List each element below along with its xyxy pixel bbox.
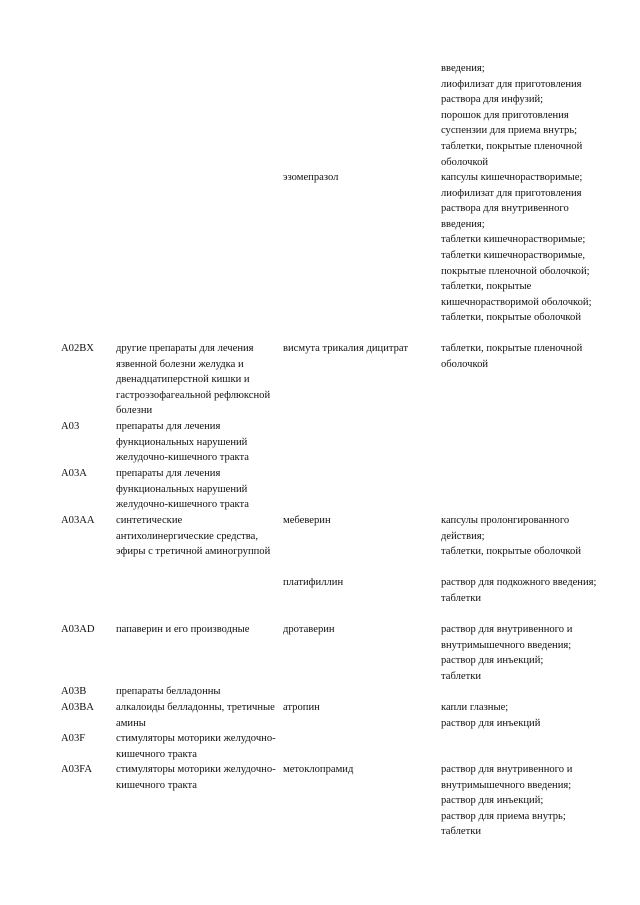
drug-name-cell: эзомепразол	[283, 172, 339, 183]
drug-name-cell: атропин	[283, 702, 320, 713]
atc-group-cell: другие препараты для лечения язвенной болезни желудка и двенадцатиперстной кишки и гастроэзофагеальной рефлюксной болезни	[116, 343, 271, 417]
dosage-forms-cell: капли глазные; раствор для инъекций	[441, 702, 541, 729]
drug-name-cell: мебеверин	[283, 515, 331, 526]
drug-name-cell: висмута трикалия дицитрат	[283, 343, 408, 354]
atc-group-cell: препараты для лечения функциональных нарушений желудочно-кишечного тракта	[116, 421, 249, 464]
atc-code-cell: A03BA	[61, 702, 94, 713]
atc-code-cell: A03AD	[61, 624, 95, 635]
atc-group-cell: папаверин и его производные	[116, 624, 250, 635]
dosage-forms-cell: введения; лиофилизат для приготовления раствора для инфузий; порошок для приготовления суспензии для приема внутрь; таблетки, покрытые пленочной оболочкой	[441, 63, 583, 168]
drug-name-cell: платифиллин	[283, 577, 344, 588]
atc-code-cell: A03B	[61, 686, 87, 697]
dosage-forms-cell: раствор для внутривенного и внутримышечного введения; раствор для инъекций; раствор для приема внутрь; таблетки	[441, 764, 573, 838]
dosage-forms-cell: капсулы кишечнорастворимые; лиофилизат для приготовления раствора для внутривенного введения; таблетки кишечнорастворимые; таблетки кишечнорастворимые, покрытые пленочной оболочкой; таблетки, покрытые кишечнорастворимой оболочкой; таблетки, покрытые оболочкой	[441, 172, 592, 324]
drug-name-cell: метоклопрамид	[283, 764, 354, 775]
dosage-forms-cell: капсулы пролонгированного действия; таблетки, покрытые оболочкой	[441, 515, 581, 558]
atc-code-cell: A03F	[61, 733, 86, 744]
atc-group-cell: синтетические антихолинергические средства, эфиры с третичной аминогруппой	[116, 515, 271, 558]
atc-code-cell: A03AA	[61, 515, 95, 526]
dosage-forms-cell: раствор для внутривенного и внутримышечного введения; раствор для инъекций; таблетки	[441, 624, 573, 682]
drug-name-cell: дротаверин	[283, 624, 335, 635]
atc-code-cell: A03A	[61, 468, 87, 479]
atc-code-cell: A03	[61, 421, 80, 432]
atc-group-cell: алкалоиды белладонны, третичные амины	[116, 702, 275, 729]
dosage-forms-cell: таблетки, покрытые пленочной оболочкой	[441, 343, 583, 370]
dosage-forms-cell: раствор для подкожного введения; таблетки	[441, 577, 597, 604]
atc-group-cell: стимуляторы моторики желудочно-кишечного тракта	[116, 764, 276, 791]
atc-group-cell: стимуляторы моторики желудочно-кишечного тракта	[116, 733, 276, 760]
atc-code-cell: A02BX	[61, 343, 94, 354]
atc-group-cell: препараты для лечения функциональных нарушений желудочно-кишечного тракта	[116, 468, 249, 511]
atc-group-cell: препараты белладонны	[116, 686, 221, 697]
atc-code-cell: A03FA	[61, 764, 92, 775]
